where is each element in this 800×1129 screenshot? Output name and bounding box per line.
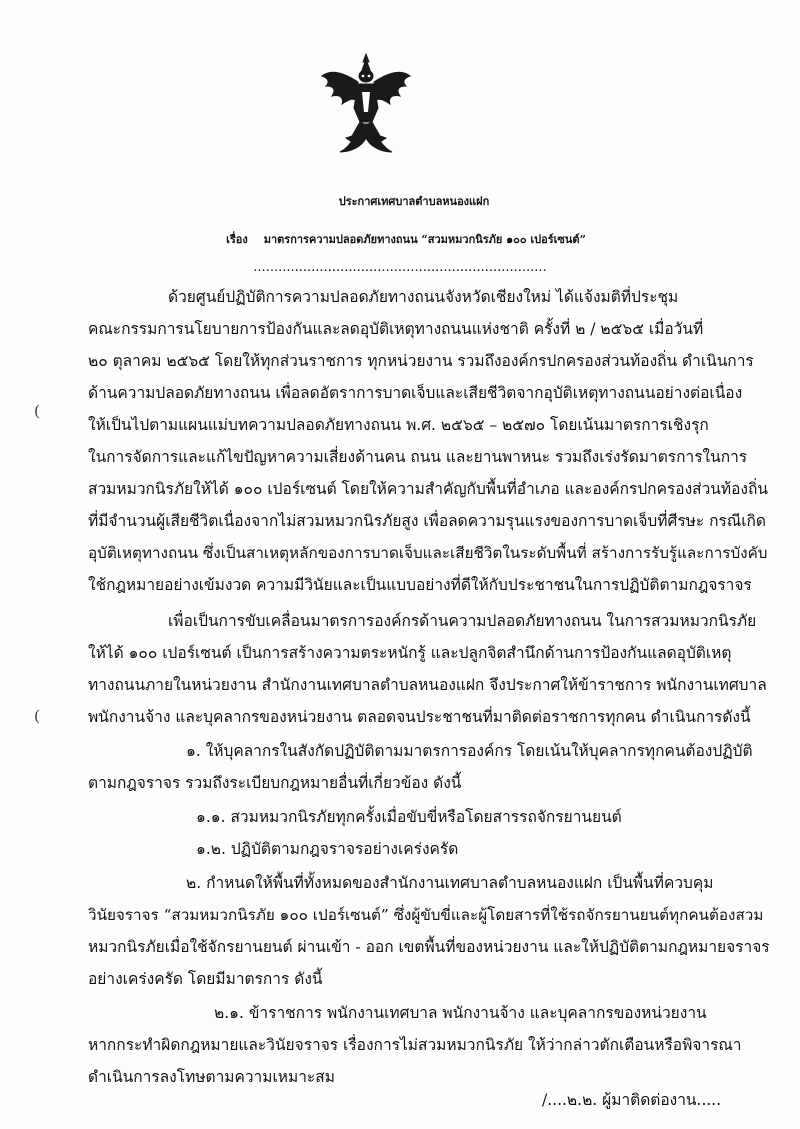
body-line: ให้ได้ ๑๐๐ เปอร์เซนต์ เป็นการสร้างความตระหนักรู้ และปลูกจิตสำนึกด้านการป้องกันแลดอุบัติเหตุ <box>88 644 732 662</box>
announcement-subject <box>6 230 800 248</box>
clause-2: ๒. กำหนดให้พื้นที่ทั้งหมดของสำนักงานเทศบาลตำบลหนองแฝก เป็นพื้นที่ควบคุม <box>186 874 714 892</box>
body-line: ทางถนนภายในหน่วยงาน สำนักงานเทศบาลตำบลหนองแฝก จึงประกาศให้ข้าราชการ พนักงานเทศบาล <box>88 676 767 694</box>
body-line: ให้เป็นไปตามแผนแม่บทความปลอดภัยทางถนน พ.ศ. ๒๕๖๕ – ๒๕๗๐ โดยเน้นมาตรการเชิงรุก <box>88 416 709 434</box>
body-line: ๒๐ ตุลาคม ๒๕๖๕ โดยให้ทุกส่วนราชการ ทุกหน่วยงาน รวมถึงองค์กรปกครองส่วนท้องถิ่น ดำเนินการ <box>88 352 754 370</box>
body-line: เพื่อเป็นการขับเคลื่อนมาตรการองค์กรด้านความปลอดภัยทางถนน ในการสวมหมวกนิรภัย <box>168 612 757 630</box>
subject-label: เรื่อง <box>226 233 248 246</box>
title-divider: ....................................................................... <box>253 260 547 275</box>
body-line: ที่มีจำนวนผู้เสียชีวิตเนื่องจากไม่สวมหมวกนิรภัยสูง เพื่อลดความรุนแรงของการบาดเจ็บที่ศีรษะ กรณีเกิด <box>88 512 766 530</box>
body-line: ตามกฎจราจร รวมถึงระเบียบกฎหมายอื่นที่เกี่ยวข้อง ดังนี้ <box>88 774 462 792</box>
body-line: คณะกรรมการนโยบายการป้องกันและลดอุบัติเหตุทางถนนแห่งชาติ ครั้งที่ ๒ / ๒๕๖๕ เมื่อวันที่ <box>88 320 704 338</box>
body-line: พนักงานจ้าง และบุคลากรของหน่วยงาน ตลอดจนประชาชนที่มาติดต่อราชการทุกคน ดำเนินการดังนี้ <box>88 708 751 726</box>
body-line: หมวกนิรภัยเมื่อใช้จักรยานยนต์ ผ่านเข้า - ออก เขตพื้นที่ของหน่วยงาน และให้ปฏิบัติตามกฎหมายจราจร <box>88 938 770 956</box>
body-line: ใช้กฎหมายอย่างเข้มงวด ความมีวินัยและเป็นแบบอย่างที่ดีให้กับประชาชนในการปฏิบัติตามกฎจราจร <box>88 576 752 594</box>
body-line: ดำเนินการลงโทษตามความเหมาะสม <box>88 1068 335 1086</box>
body-line: วินัยจราจร “สวมหมวกนิรภัย ๑๐๐ เปอร์เซนต์” ซึ่งผู้ขับขี่และผู้โดยสารที่ใช้รถจักรยานยนต์ทุกคนต้องสวม <box>88 906 764 924</box>
subject-text: มาตรการความปลอดภัยทางถนน “สวมหมวกนิรภัย ๑๐๐ เปอร์เซนต์” <box>263 233 586 246</box>
body-line: ด้วยศูนย์ปฏิบัติการความปลอดภัยทางถนนจังหวัดเชียงใหม่ ได้แจ้งมติที่ประชุม <box>168 288 679 306</box>
body-line: ด้านความปลอดภัยทางถนน เพื่อลดอัตราการบาดเจ็บและเสียชีวิตจากอุบัติเหตุทางถนนอย่างต่อเนื่อง <box>88 384 743 402</box>
body-line: สวมหมวกนิรภัยให้ได้ ๑๐๐ เปอร์เซนต์ โดยให้ความสำคัญกับพื้นที่อำเภอ และองค์กรปกครองส่วนท้องถิ่น <box>88 480 768 498</box>
margin-mark: ( <box>34 707 40 725</box>
announcement-title: ประกาศเทศบาลตำบลหนองแฝก <box>338 195 490 208</box>
clause-2-1: ๒.๑. ข้าราชการ พนักงานเทศบาล พนักงานจ้าง และบุคลากรของหน่วยงาน <box>214 1004 707 1022</box>
body-line: อย่างเคร่งครัด โดยมีมาตรการ ดังนี้ <box>88 970 323 988</box>
clause-1-1: ๑.๑. สวมหมวกนิรภัยทุกครั้งเมื่อขับขี่หรือโดยสารรถจักรยานยนต์ <box>196 808 622 826</box>
page-continuation: /....๒.๒. ผู้มาติดต่องาน..... <box>542 1091 722 1109</box>
body-line: ในการจัดการและแก้ไขปัญหาความเสี่ยงด้านคน ถนน และยานพาหนะ รวมถึงเร่งรัดมาตรการในการ <box>88 448 748 466</box>
margin-mark: ( <box>34 402 40 420</box>
clause-1-2: ๑.๒. ปฏิบัติตามกฎจราจรอย่างเคร่งครัด <box>196 840 459 858</box>
clause-1: ๑. ให้บุคลากรในสังกัดปฏิบัติตามมาตรการองค์กร โดยเน้นให้บุคลากรทุกคนต้องปฏิบัติ <box>186 742 753 760</box>
garuda-emblem-icon <box>318 52 414 156</box>
body-line: หากกระทำผิดกฎหมายและวินัยจราจร เรื่องการไม่สวมหมวกนิรภัย ให้ว่ากล่าวตักเตือนหรือพิจารณา <box>88 1036 742 1054</box>
body-line: อุบัติเหตุทางถนน ซึ่งเป็นสาเหตุหลักของการบาดเจ็บและเสียชีวิตในระดับพื้นที่ สร้างการรับรู้และการบังคับ <box>88 544 768 562</box>
